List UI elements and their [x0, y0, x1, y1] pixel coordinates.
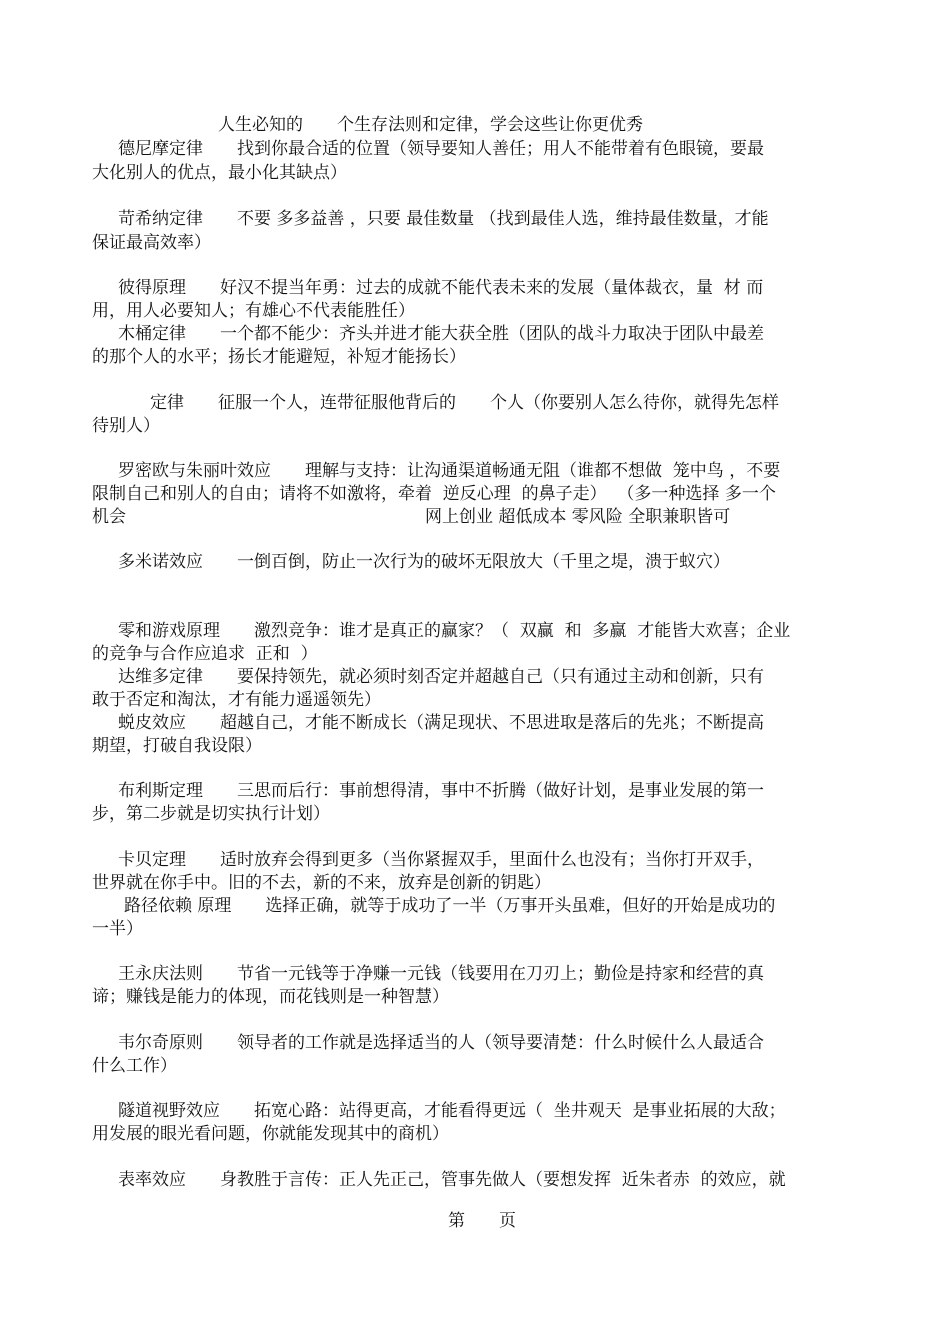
text-line: 路径依赖 原理 选择正确，就等于成功了一半（万事开头虽难，但好的开始是成功的: [124, 896, 776, 916]
text-line: 的竞争与合作应追求 正和 ）: [92, 644, 318, 664]
text-line: 多米诺效应 一倒百倒，防止一次行为的破坏无限放大（千里之堤，溃于蚁穴）: [118, 552, 730, 572]
text-line: 蜕皮效应 超越自己，才能不断成长（满足现状、不思进取是落后的先兆；不断提高: [118, 713, 764, 733]
text-line: 零和游戏原理 激烈竞争：谁才是真正的赢家？（ 双赢 和 多赢 才能皆大欢喜；企业: [118, 621, 791, 641]
text-line: 卡贝定理 适时放弃会得到更多（当你紧握双手，里面什么也没有；当你打开双手，: [118, 850, 764, 870]
text-line: 谛；赚钱是能力的体现，而花钱则是一种智慧）: [92, 987, 449, 1007]
text-line: 罗密欧与朱丽叶效应 理解与支持：让沟通渠道畅通无阻（谁都不想做 笼中鸟 ，不要: [118, 461, 781, 481]
text-line: 隧道视野效应 拓宽心路：站得更高，才能看得更远（ 坐井观天 是事业拓展的大敌；: [118, 1101, 786, 1121]
text-line: 大化别人的优点，最小化其缺点）: [92, 163, 347, 183]
text-line: 机会: [92, 507, 126, 527]
text-line: 一半）: [92, 919, 143, 939]
text-line: 王永庆法则 节省一元钱等于净赚一元钱（钱要用在刀刃上；勤俭是持家和经营的真: [118, 964, 764, 984]
text-line: 木桶定律 一个都不能少：齐头并进才能大获全胜（团队的战斗力取决于团队中最差: [118, 324, 764, 344]
text-line: 布利斯定理 三思而后行：事前想得清，事中不折腾（做好计划，是事业发展的第一: [118, 781, 764, 801]
text-line: 限制自己和别人的自由；请将不如激将，牵着 逆反心理 的鼻子走） （多一种选择 多一个: [92, 484, 776, 504]
text-line: 敢于否定和淘汰，才有能力遥遥领先）: [92, 690, 381, 710]
text-line: 网上创业 超低成本 零风险 全职兼职皆可: [425, 507, 731, 527]
text-line: 期望，打破自我设限）: [92, 736, 262, 756]
text-line: 达维多定律 要保持领先，就必须时刻否定并超越自己（只有通过主动和创新，只有: [118, 667, 764, 687]
text-line: 保证最高效率）: [92, 233, 211, 253]
text-line: 用，用人必要知人；有雄心不代表能胜任）: [92, 301, 415, 321]
text-line: 的那个人的水平；扬长才能避短，补短才能扬长）: [92, 347, 466, 367]
text-line: 德尼摩定律 找到你最合适的位置（领导要知人善任；用人不能带着有色眼镜，要最: [118, 139, 764, 159]
page-footer: 第 页: [448, 1211, 516, 1231]
text-line: 待别人）: [92, 416, 160, 436]
document-title: 人生必知的 个生存法则和定律，学会这些让你更优秀: [218, 115, 643, 135]
text-line: 什么工作）: [92, 1056, 177, 1076]
text-line: 彼得原理 好汉不提当年勇：过去的成就不能代表未来的发展（量体裁衣，量 材 而: [118, 278, 764, 298]
text-line: 世界就在你手中。旧的不去，新的不来，放弃是创新的钥匙）: [92, 873, 551, 893]
text-line: 韦尔奇原则 领导者的工作就是选择适当的人（领导要清楚：什么时候什么人最适合: [118, 1033, 764, 1053]
text-line: 步，第二步就是切实执行计划）: [92, 804, 330, 824]
text-line: 用发展的眼光看问题，你就能发现其中的商机）: [92, 1124, 449, 1144]
text-line: 苛希纳定律 不要 多多益善 ，只要 最佳数量 （找到最佳人选，维持最佳数量，才能: [118, 209, 769, 229]
text-line: 定律 征服一个人，连带征服他背后的 个人（你要别人怎么待你，就得先怎样: [150, 393, 779, 413]
text-line: 表率效应 身教胜于言传：正人先正己，管事先做人（要想发挥 近朱者赤 的效应，就: [118, 1170, 786, 1190]
